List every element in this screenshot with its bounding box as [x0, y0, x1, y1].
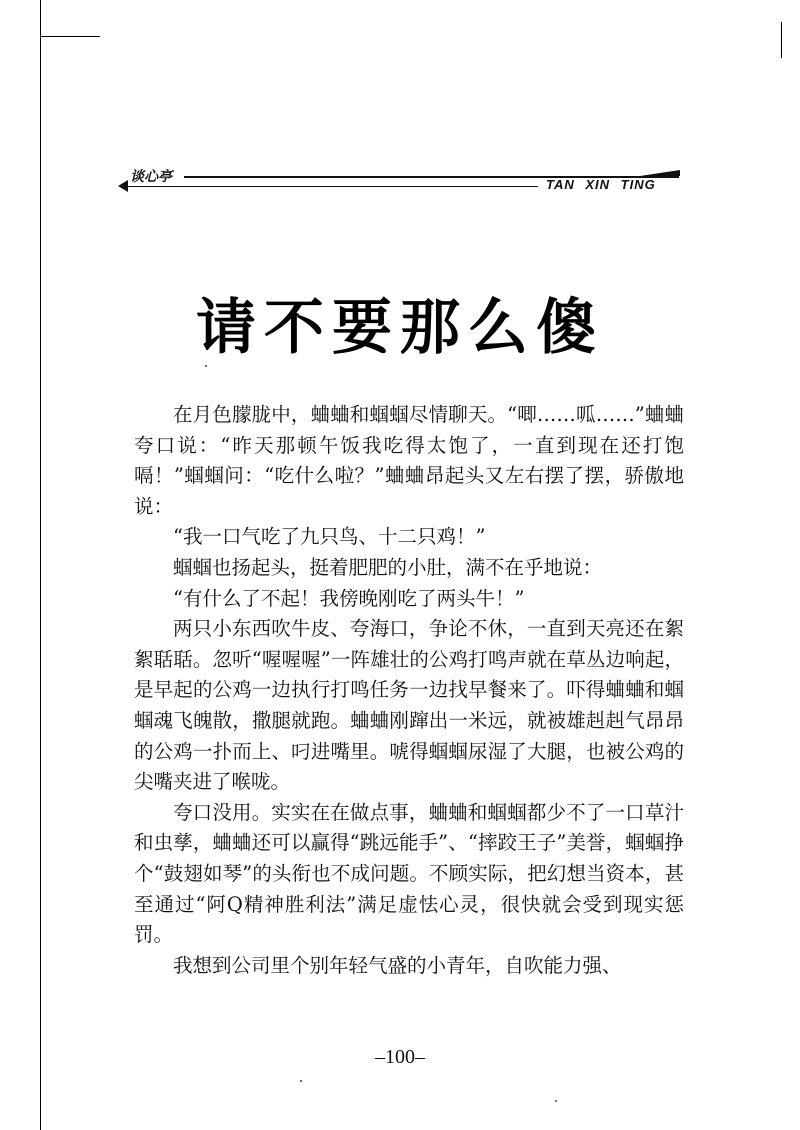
header-rule-lower: [128, 186, 538, 187]
section-title-en: TAN XIN TING: [546, 177, 656, 192]
paragraph: 我想到公司里个别年轻气盛的小青年，自吹能力强、: [173, 953, 622, 977]
article-body: [134, 400, 684, 981]
page-edge-line: [40, 0, 41, 1130]
paragraph: 在月色朦胧中，蛐蛐和蝈蝈尽情聊天。“唧……呱……”蛐蛐夸口说：“昨天那顿午饭我吃得太饱了，一直到现在还打饱嗝！”蝈蝈问：“吃什么啦？”蛐蛐昂起头又左右摆了摆，骄傲地说：: [134, 403, 684, 518]
paragraph: 两只小东西吹牛皮、夸海口，争论不休，一直到天亮还在絮絮聒聒。忽听“喔喔喔”一阵雄壮的公鸡打鸣声就在草丛边响起，是早起的公鸡一边执行打鸣任务一边找早餐来了。吓得蛐蛐和蝈蝈魂飞魄散，撒腿就跑。蛐蛐刚蹿出一米远，就被雄赳赳气昂昂的公鸡一扑而上、叼进嘴里。唬得蝈蝈尿湿了大腿，也被公鸡的尖嘴夹进了喉咙。: [134, 617, 684, 794]
article-title: 请不要那么傻: [196, 293, 604, 363]
paragraph: “有什么了不起！我傍晚刚吃了两头牛！”: [173, 586, 525, 610]
scan-speck: [300, 1080, 302, 1082]
paragraph: 蝈蝈也扬起头，挺着肥肥的小肚，满不在乎地说：: [173, 555, 603, 579]
page-edge-tick: [781, 22, 782, 58]
section-title-cn: 谈心亭: [130, 169, 172, 185]
paragraph: 夸口没用。实实在在做点事，蛐蛐和蝈蝈都少不了一口草汁和虫孳，蛐蛐还可以赢得“跳远能手”、“摔跤王子”美誉，蝈蝈挣个“鼓翅如琴”的头衔也不成问题。不顾实际，把幻想当资本，甚至通过“阿Q精神胜利法”满足虚怯心灵，很快就会受到现实惩罚。: [134, 800, 684, 947]
page-corner-line: [40, 36, 100, 37]
scan-speck: [205, 365, 207, 367]
scan-speck: [555, 1100, 557, 1102]
paragraph: “我一口气吃了九只鸟、十二只鸡！”: [173, 525, 486, 549]
header-arrow-icon: [118, 180, 128, 192]
page-number: –100–: [375, 1046, 425, 1068]
